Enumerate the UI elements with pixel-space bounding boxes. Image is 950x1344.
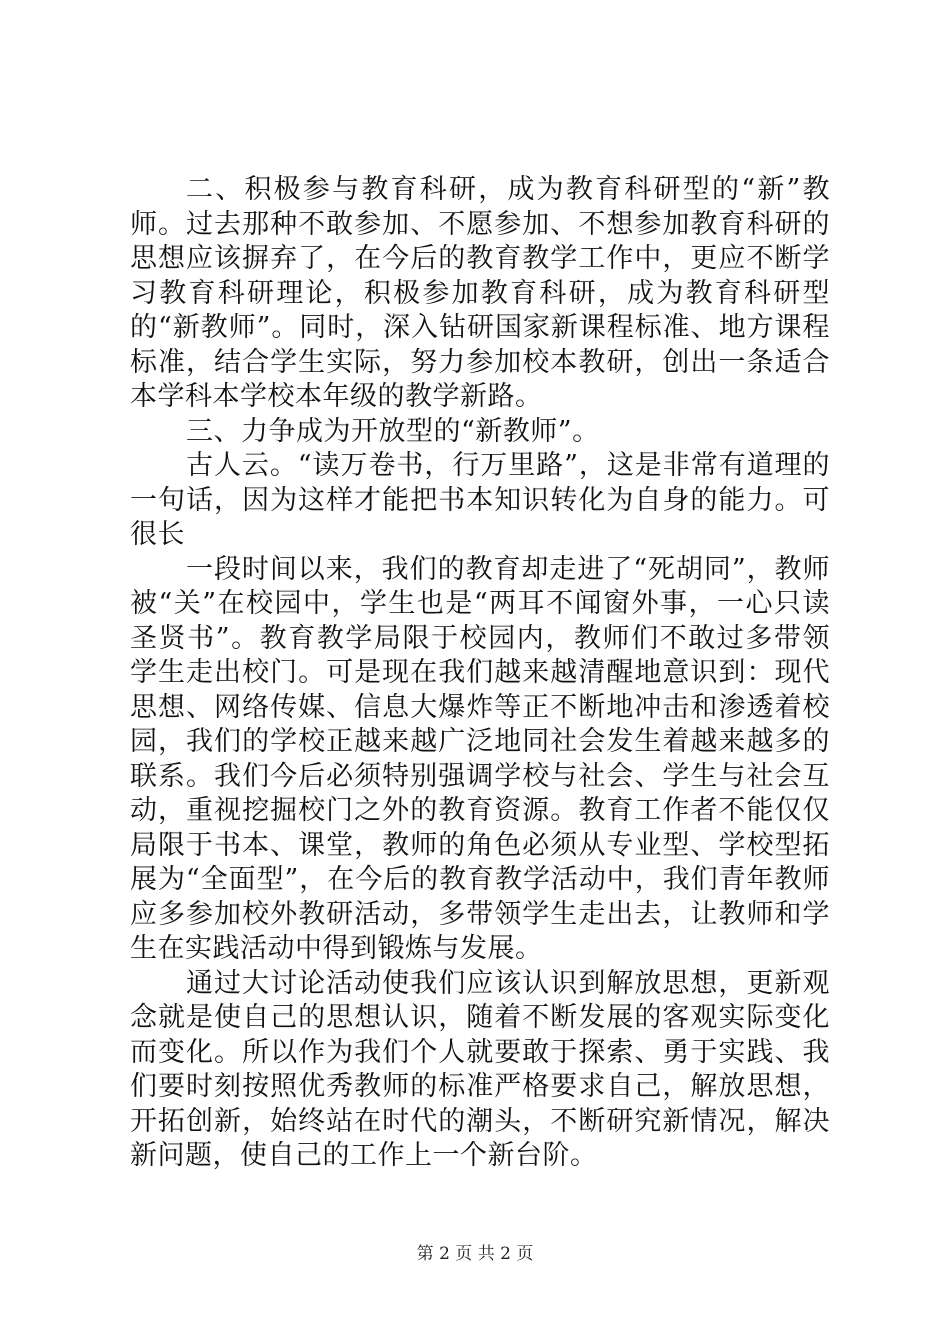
paragraph-ancient-saying: 古人云。“读万卷书，行万里路”，这是非常有道理的一句话，因为这样才能把书本知识转化为自身的能力。可很长	[130, 450, 830, 550]
paragraph-dead-end-education: 一段时间以来，我们的教育却走进了“死胡同”，教师被“关”在校园中，学生也是“两耳不闻窗外事，一心只读圣贤书”。教育教学局限于校园内，教师们不敢过多带领学生走出校门。可是现在我们越来越清醒地意识到：现代思想、网络传媒、信息大爆炸等正不断地冲击和渗透着校园，我们的学校正越来越广泛地同社会发生着越来越多的联系。我们今后必须特别强调学校与社会、学生与社会互动，重视挖掘校门之外的教育资源。教育工作者不能仅仅局限于书本、课堂，教师的角色必须从专业型、学校型拓展为“全面型”，在今后的教育教学活动中，我们青年教师应多参加校外教研活动，多带领学生走出去，让教师和学生在实践活动中得到锻炼与发展。	[130, 553, 830, 964]
paragraph-open-teacher-heading: 三、力争成为开放型的“新教师”。	[186, 415, 600, 447]
page-number-footer: 第 2 页 共 2 页	[416, 1244, 534, 1264]
document-body	[130, 173, 830, 1174]
paragraph-research-teacher: 二、积极参与教育科研，成为教育科研型的“新”教师。过去那种不敢参加、不愿参加、不想参加教育科研的思想应该摒弃了，在今后的教育教学工作中，更应不断学习教育科研理论，积极参加教育科研，成为教育科研型的“新教师”。同时，深入钻研国家新课程标准、地方课程标准，结合学生实际，努力参加校本教研，创出一条适合本学科本学校本年级的教学新路。	[130, 174, 830, 412]
paragraph-conclusion: 通过大讨论活动使我们应该认识到解放思想，更新观念就是使自己的思想认识，随着不断发展的客观实际变化而变化。所以作为我们个人就要敢于探索、勇于实践、我们要时刻按照优秀教师的标准严格要求自己，解放思想，开拓创新，始终站在时代的潮头，不断研究新情况，解决新问题，使自己的工作上一个新台阶。	[130, 967, 830, 1171]
